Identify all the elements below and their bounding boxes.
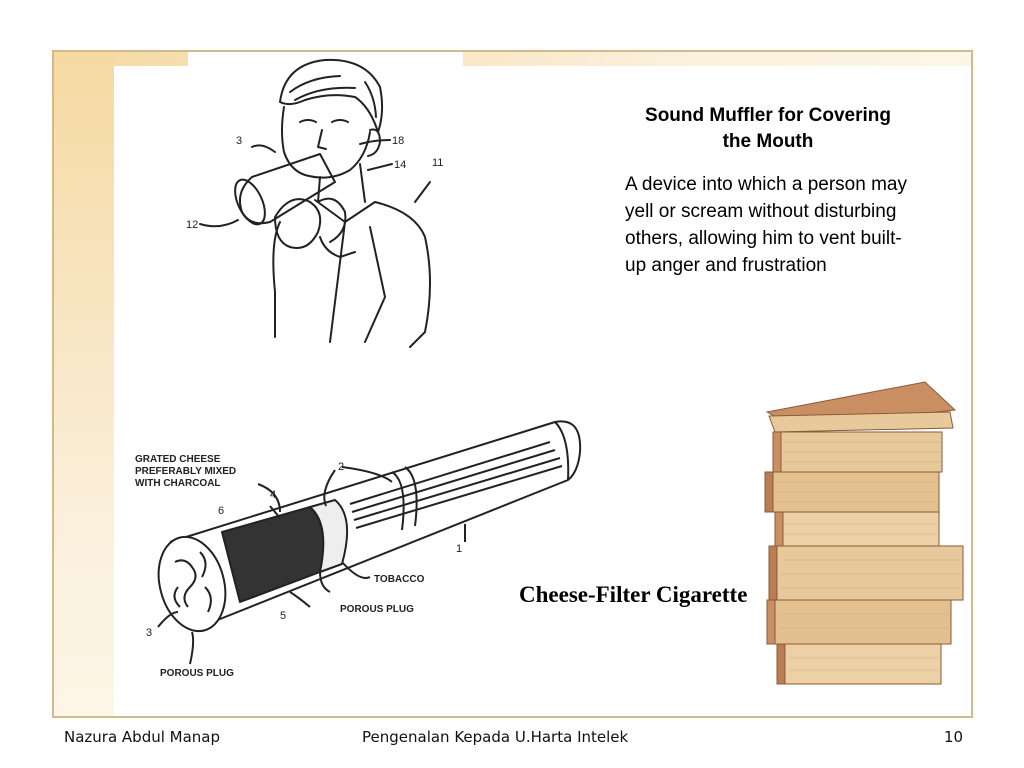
slide-title: Sound Muffler for Covering the Mouth xyxy=(645,105,891,152)
muffler-label-3: 3 xyxy=(236,135,243,147)
book-stack-illustration xyxy=(755,380,965,690)
muffler-label-18: 18 xyxy=(392,135,405,147)
cigarette-label-3: 3 xyxy=(146,627,153,639)
footer-page-number: 10 xyxy=(944,728,964,746)
cigarette-label-1: 1 xyxy=(456,543,463,555)
footer-author: Nazura Abdul Manap xyxy=(64,728,221,746)
muffler-patent-drawing xyxy=(180,52,510,352)
cigarette-label-4: 4 xyxy=(270,489,277,501)
cigarette-label-preferably-mixed: PREFERABLY MIXED xyxy=(135,466,237,477)
cigarette-label-6: 6 xyxy=(218,505,225,517)
muffler-label-11: 11 xyxy=(432,157,444,169)
slide-description: A device into which a person may yell or scream without disturbing others, allowing him to vent built-up anger and frustration xyxy=(625,174,907,276)
cigarette-label-with-charcoal: WITH CHARCOAL xyxy=(135,478,221,489)
muffler-label-12: 12 xyxy=(186,219,199,231)
cigarette-label-grated-cheese: GRATED CHEESE xyxy=(135,454,221,465)
cigarette-patent-drawing xyxy=(130,412,590,682)
decorative-band-left xyxy=(54,52,114,716)
cigarette-label-5: 5 xyxy=(280,610,287,622)
cigarette-label-porous-plug-2: POROUS PLUG xyxy=(160,668,234,679)
footer-course: Pengenalan Kepada U.Harta Intelek xyxy=(362,728,629,746)
cigarette-caption: Cheese-Filter Cigarette xyxy=(519,582,748,607)
muffler-label-14: 14 xyxy=(394,159,407,171)
cigarette-label-2: 2 xyxy=(338,461,345,473)
cigarette-label-tobacco: TOBACCO xyxy=(374,574,425,585)
cigarette-label-porous-plug-1: POROUS PLUG xyxy=(340,604,414,615)
